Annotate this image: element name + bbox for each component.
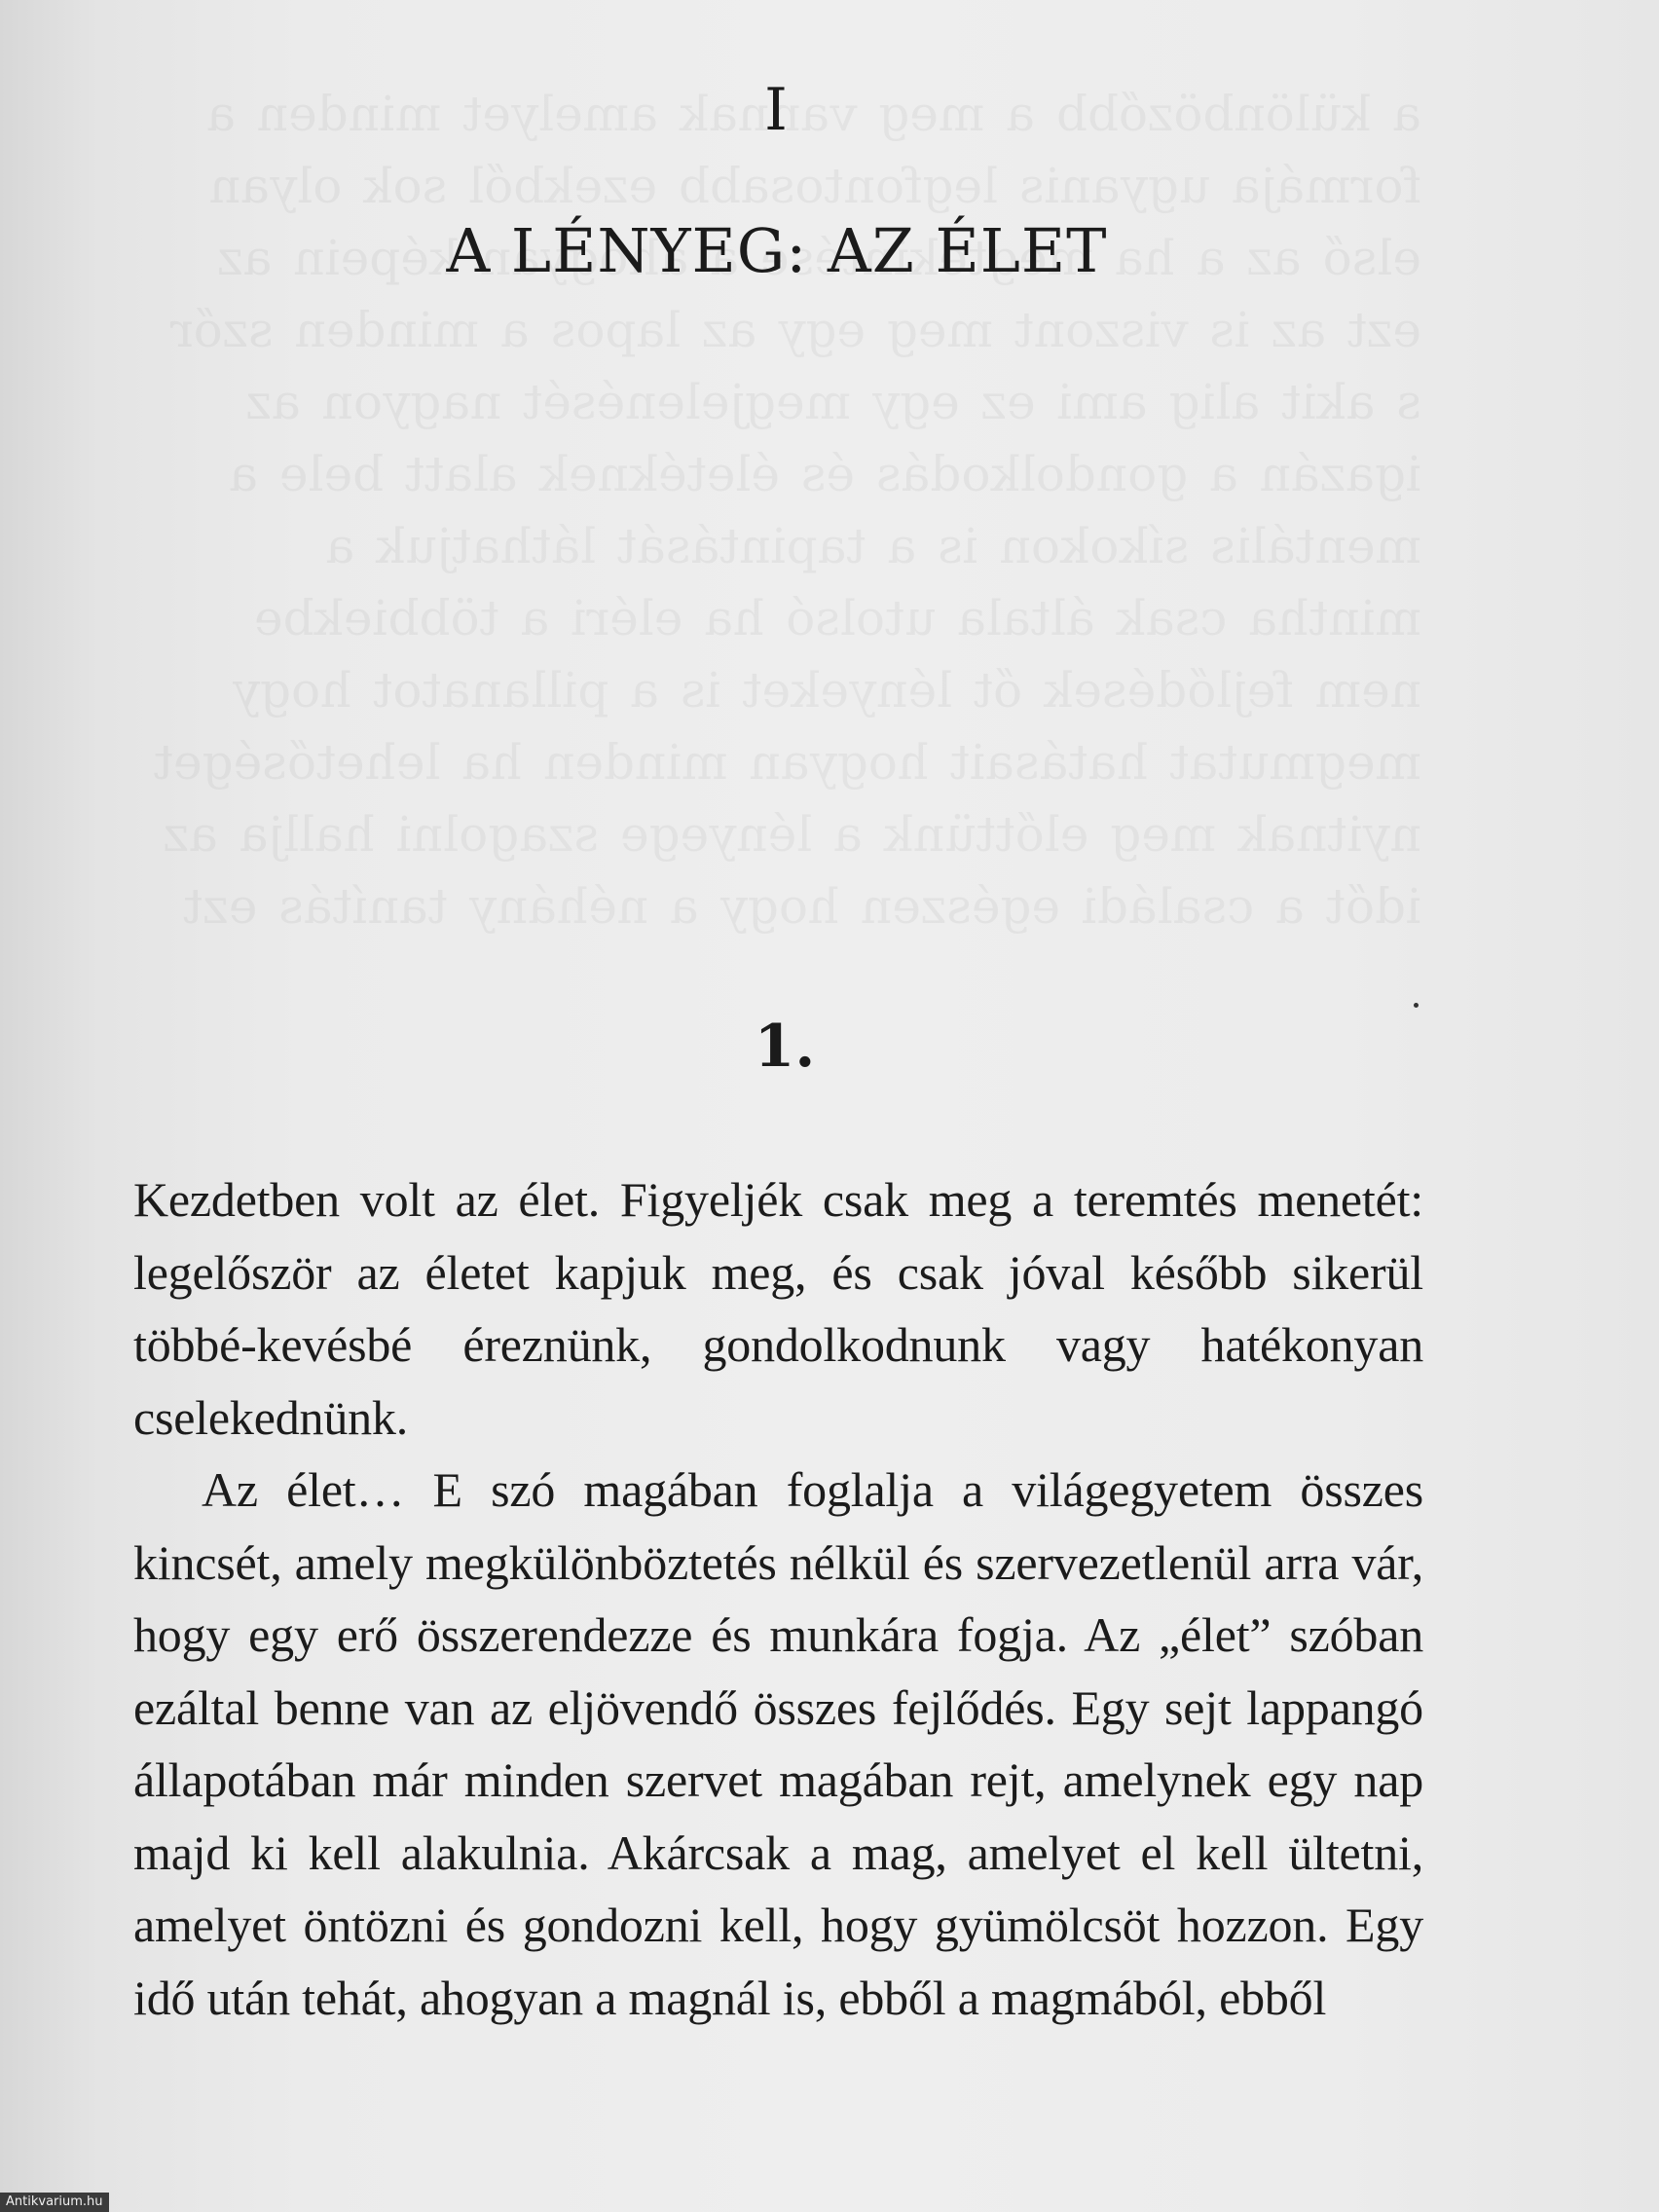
chapter-title: A LÉNYEG: AZ ÉLET — [446, 215, 1108, 286]
paragraph-2: Az élet… E szó magában foglalja a világegyetem összes kincsét, amely megkülönböztetés nélkül és szervezetlenül arra vár, hogy egy erő összerendezze és munkára fogja. Az „élet” szóban ezáltal benne van az eljövendő összes fejlődés. Egy sejt lappangó állapotában már minden szervet magában rejt, amelynek egy nap majd ki kell alakulnia. Akárcsak a mag, amelyet el kell ültetni, amelyet öntözni és gondozni kell, hogy gyümölcsöt hozzon. Egy idő után tehát, ahogyan a magnál is, ebből a magmából, ebből — [133, 1462, 1423, 2025]
body-text — [133, 1163, 1423, 2034]
section-number: 1. — [754, 1013, 816, 1081]
speck-mark — [1414, 1003, 1419, 1008]
chapter-number: I — [764, 76, 790, 144]
watermark-label: Antikvarium.hu — [0, 2193, 109, 2212]
paragraph-1: Kezdetben volt az élet. Figyeljék csak meg a teremtés menetét: legelőször az életet kapjuk meg, és csak jóval később sikerül többé-kevésbé éreznünk, gondolkodnunk vagy hatékonyan cselekednünk. — [133, 1172, 1423, 1445]
